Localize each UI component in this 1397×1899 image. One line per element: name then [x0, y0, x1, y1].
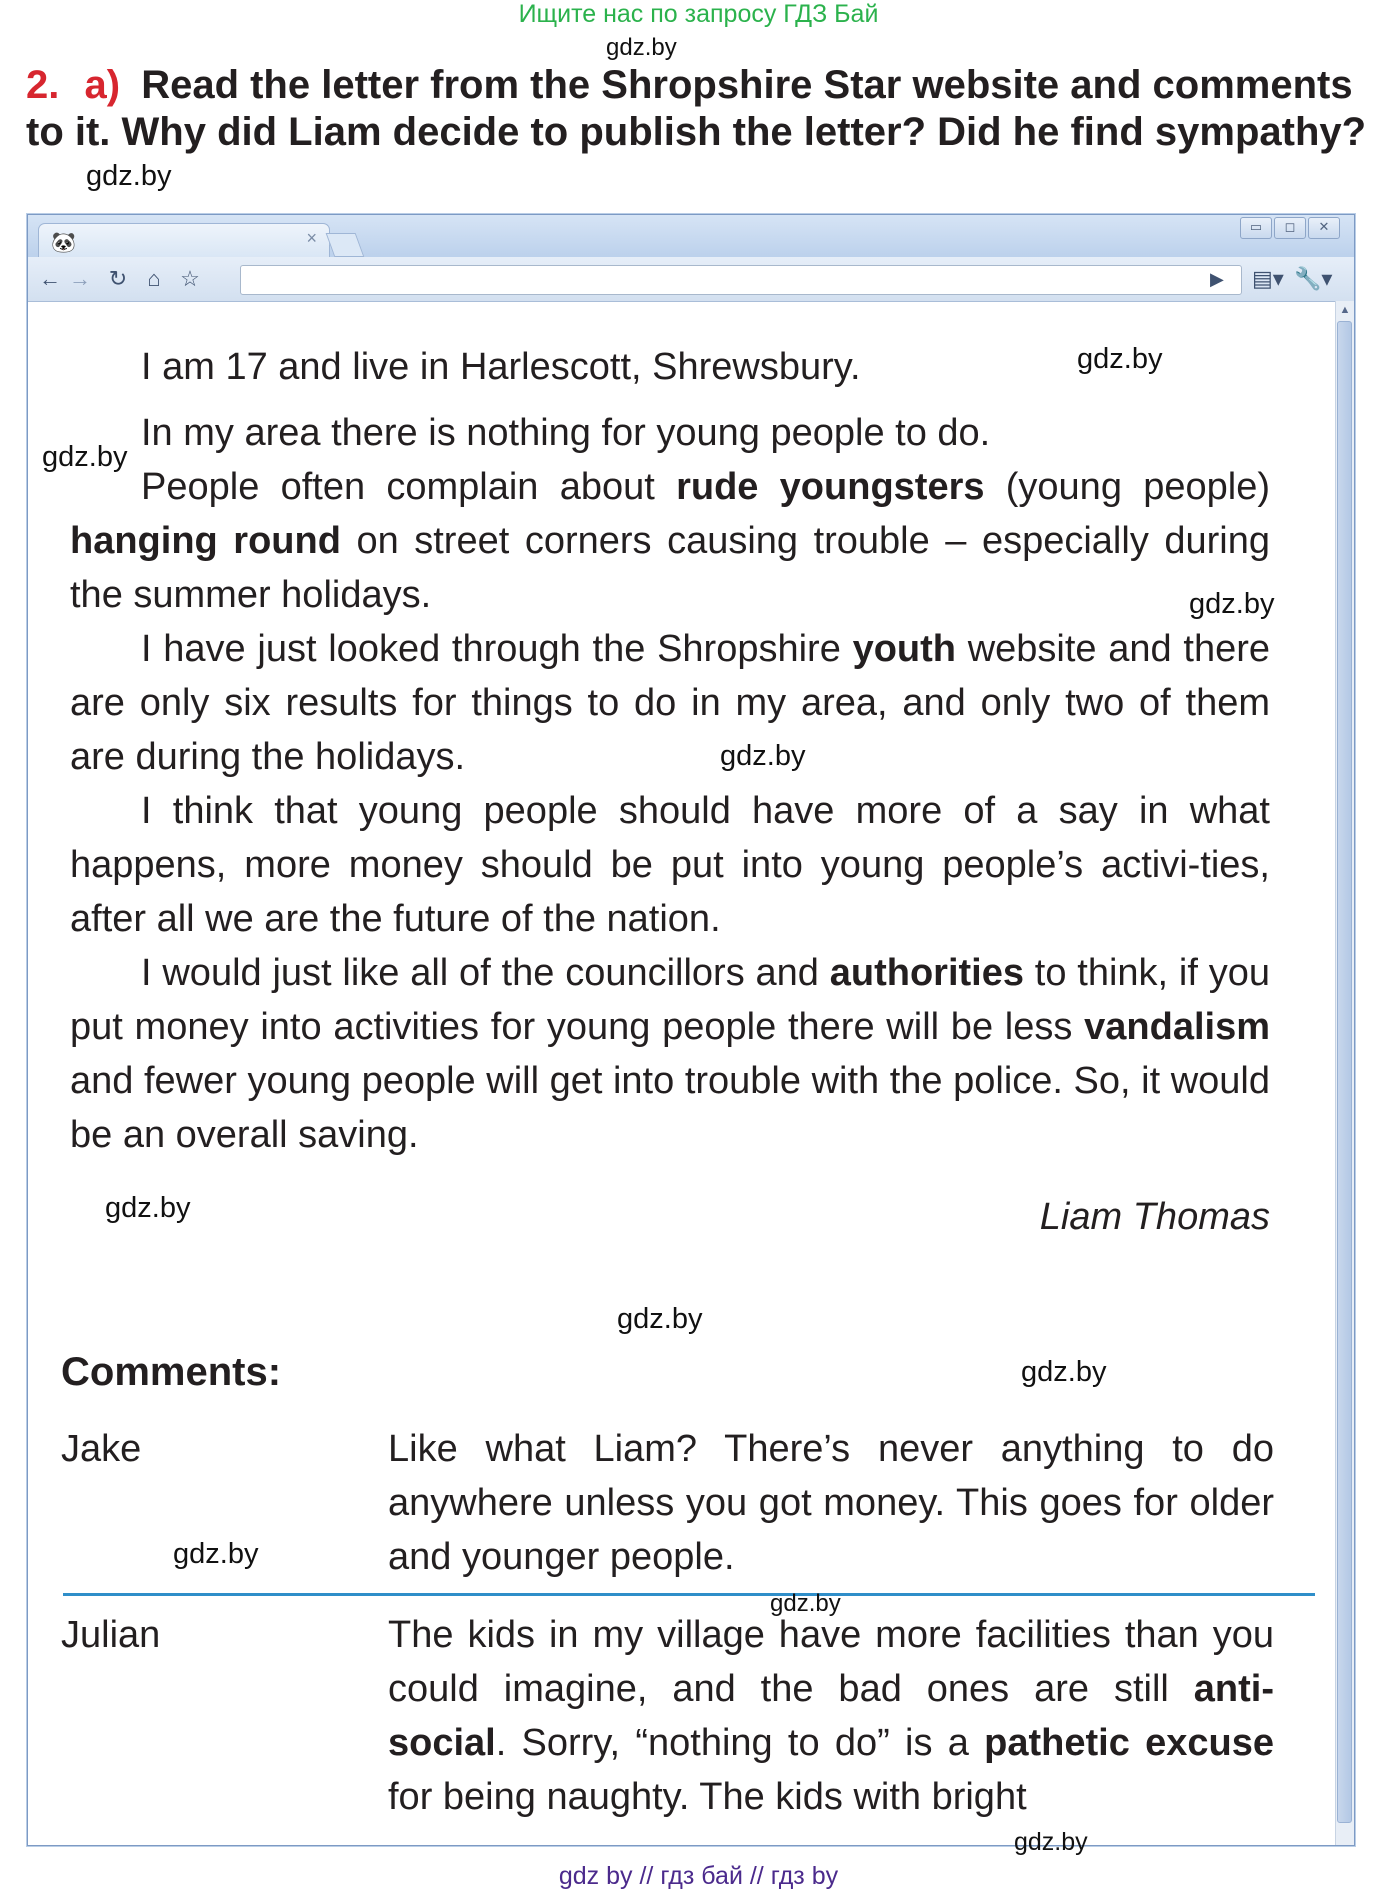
signature: Liam Thomas: [1039, 1196, 1270, 1238]
letter-paragraph: In my area there is nothing for young people to do.: [141, 412, 991, 454]
letter-paragraph: I think that young people should have more of a say in what happens, more money should be put into young people’s activi-ties, after all we are the future of the nation.: [70, 790, 1270, 940]
comment-text: The kids in my village have more facilities than you could imagine, and the bad ones are still anti-social. Sorry, “nothing to do” is a pathetic excuse for being naughty. The kids with bright: [388, 1614, 1274, 1818]
task-text: Read the letter from the Shropshire Star website and comments to it. Why did Liam decide to publish the letter? Did he find sympathy?: [26, 63, 1367, 154]
watermark: gdz.by: [1077, 343, 1163, 375]
watermark: gdz.by: [617, 1303, 703, 1335]
letter-paragraph: I would just like all of the councillors and authorities to think, if you put money into activities for young people there will be less vandalism and fewer young people will get into trouble with the police. So, it would be an overall saving.: [70, 952, 1271, 1156]
task-part: a): [84, 63, 121, 107]
letter-body: [70, 340, 1270, 1162]
watermark: gdz.by: [1021, 1356, 1107, 1388]
minimize-icon[interactable]: ▭: [1240, 217, 1272, 239]
reload-icon[interactable]: ↻: [108, 266, 128, 291]
letter-paragraph: People often complain about rude youngsters (young people) hanging round on street corners causing trouble – especially during the summer holidays.: [70, 466, 1270, 616]
scroll-up-icon[interactable]: ▲: [1339, 304, 1351, 316]
watermark: gdz.by: [720, 740, 806, 772]
letter-paragraph: I have just looked through the Shropshire youth website and there are only six results for things to do in my area, and only two of them are during the holidays.: [70, 628, 1271, 778]
letter-paragraph: I am 17 and live in Harlescott, Shrewsbury.: [141, 346, 861, 388]
home-icon[interactable]: ⌂: [147, 266, 161, 291]
task-number: 2.: [26, 63, 60, 107]
comment-author: Julian: [61, 1614, 161, 1656]
new-tab-button[interactable]: [326, 233, 365, 257]
toolbar: [28, 257, 1354, 302]
star-icon[interactable]: ☆: [180, 266, 200, 291]
browser-tab[interactable]: [38, 223, 330, 258]
address-bar[interactable]: [240, 265, 1242, 295]
wrench-icon[interactable]: 🔧▾: [1294, 266, 1333, 291]
page-icon[interactable]: ▤▾: [1252, 266, 1284, 291]
watermark: gdz.by: [1189, 588, 1275, 620]
comment-author: Jake: [61, 1428, 142, 1470]
watermark: gdz.by: [86, 160, 172, 192]
forward-arrow-icon[interactable]: →: [69, 266, 91, 291]
close-window-icon[interactable]: ✕: [1308, 217, 1340, 239]
comment-text: Like what Liam? There’s never anything to do anywhere unless you got money. This goes for older and younger people.: [388, 1428, 1274, 1578]
scrollbar-thumb[interactable]: [1337, 321, 1352, 1823]
window-controls: [1240, 217, 1340, 239]
watermark: gdz.by: [606, 34, 677, 61]
watermark: gdz.by: [105, 1192, 191, 1224]
task-heading: [26, 62, 1371, 156]
back-arrow-icon[interactable]: ←: [39, 266, 61, 291]
go-arrow-icon[interactable]: ▶: [1210, 269, 1224, 289]
comment-divider: [63, 1593, 1315, 1596]
watermark: gdz.by: [173, 1538, 259, 1570]
panda-favicon-icon: 🐼: [51, 232, 76, 254]
watermark: gdz.by: [1014, 1828, 1088, 1856]
maximize-icon[interactable]: ◻: [1274, 217, 1306, 239]
watermark: gdz.by: [770, 1590, 841, 1617]
search-hint: Ищите нас по запросу ГДЗ Бай: [518, 0, 879, 28]
comments-heading: Comments:: [61, 1350, 282, 1394]
title-bar: [28, 215, 1354, 257]
bottom-note: gdz by // гдз бай // гдз by: [558, 1862, 839, 1890]
watermark: gdz.by: [42, 441, 128, 473]
close-icon[interactable]: ×: [306, 228, 317, 248]
